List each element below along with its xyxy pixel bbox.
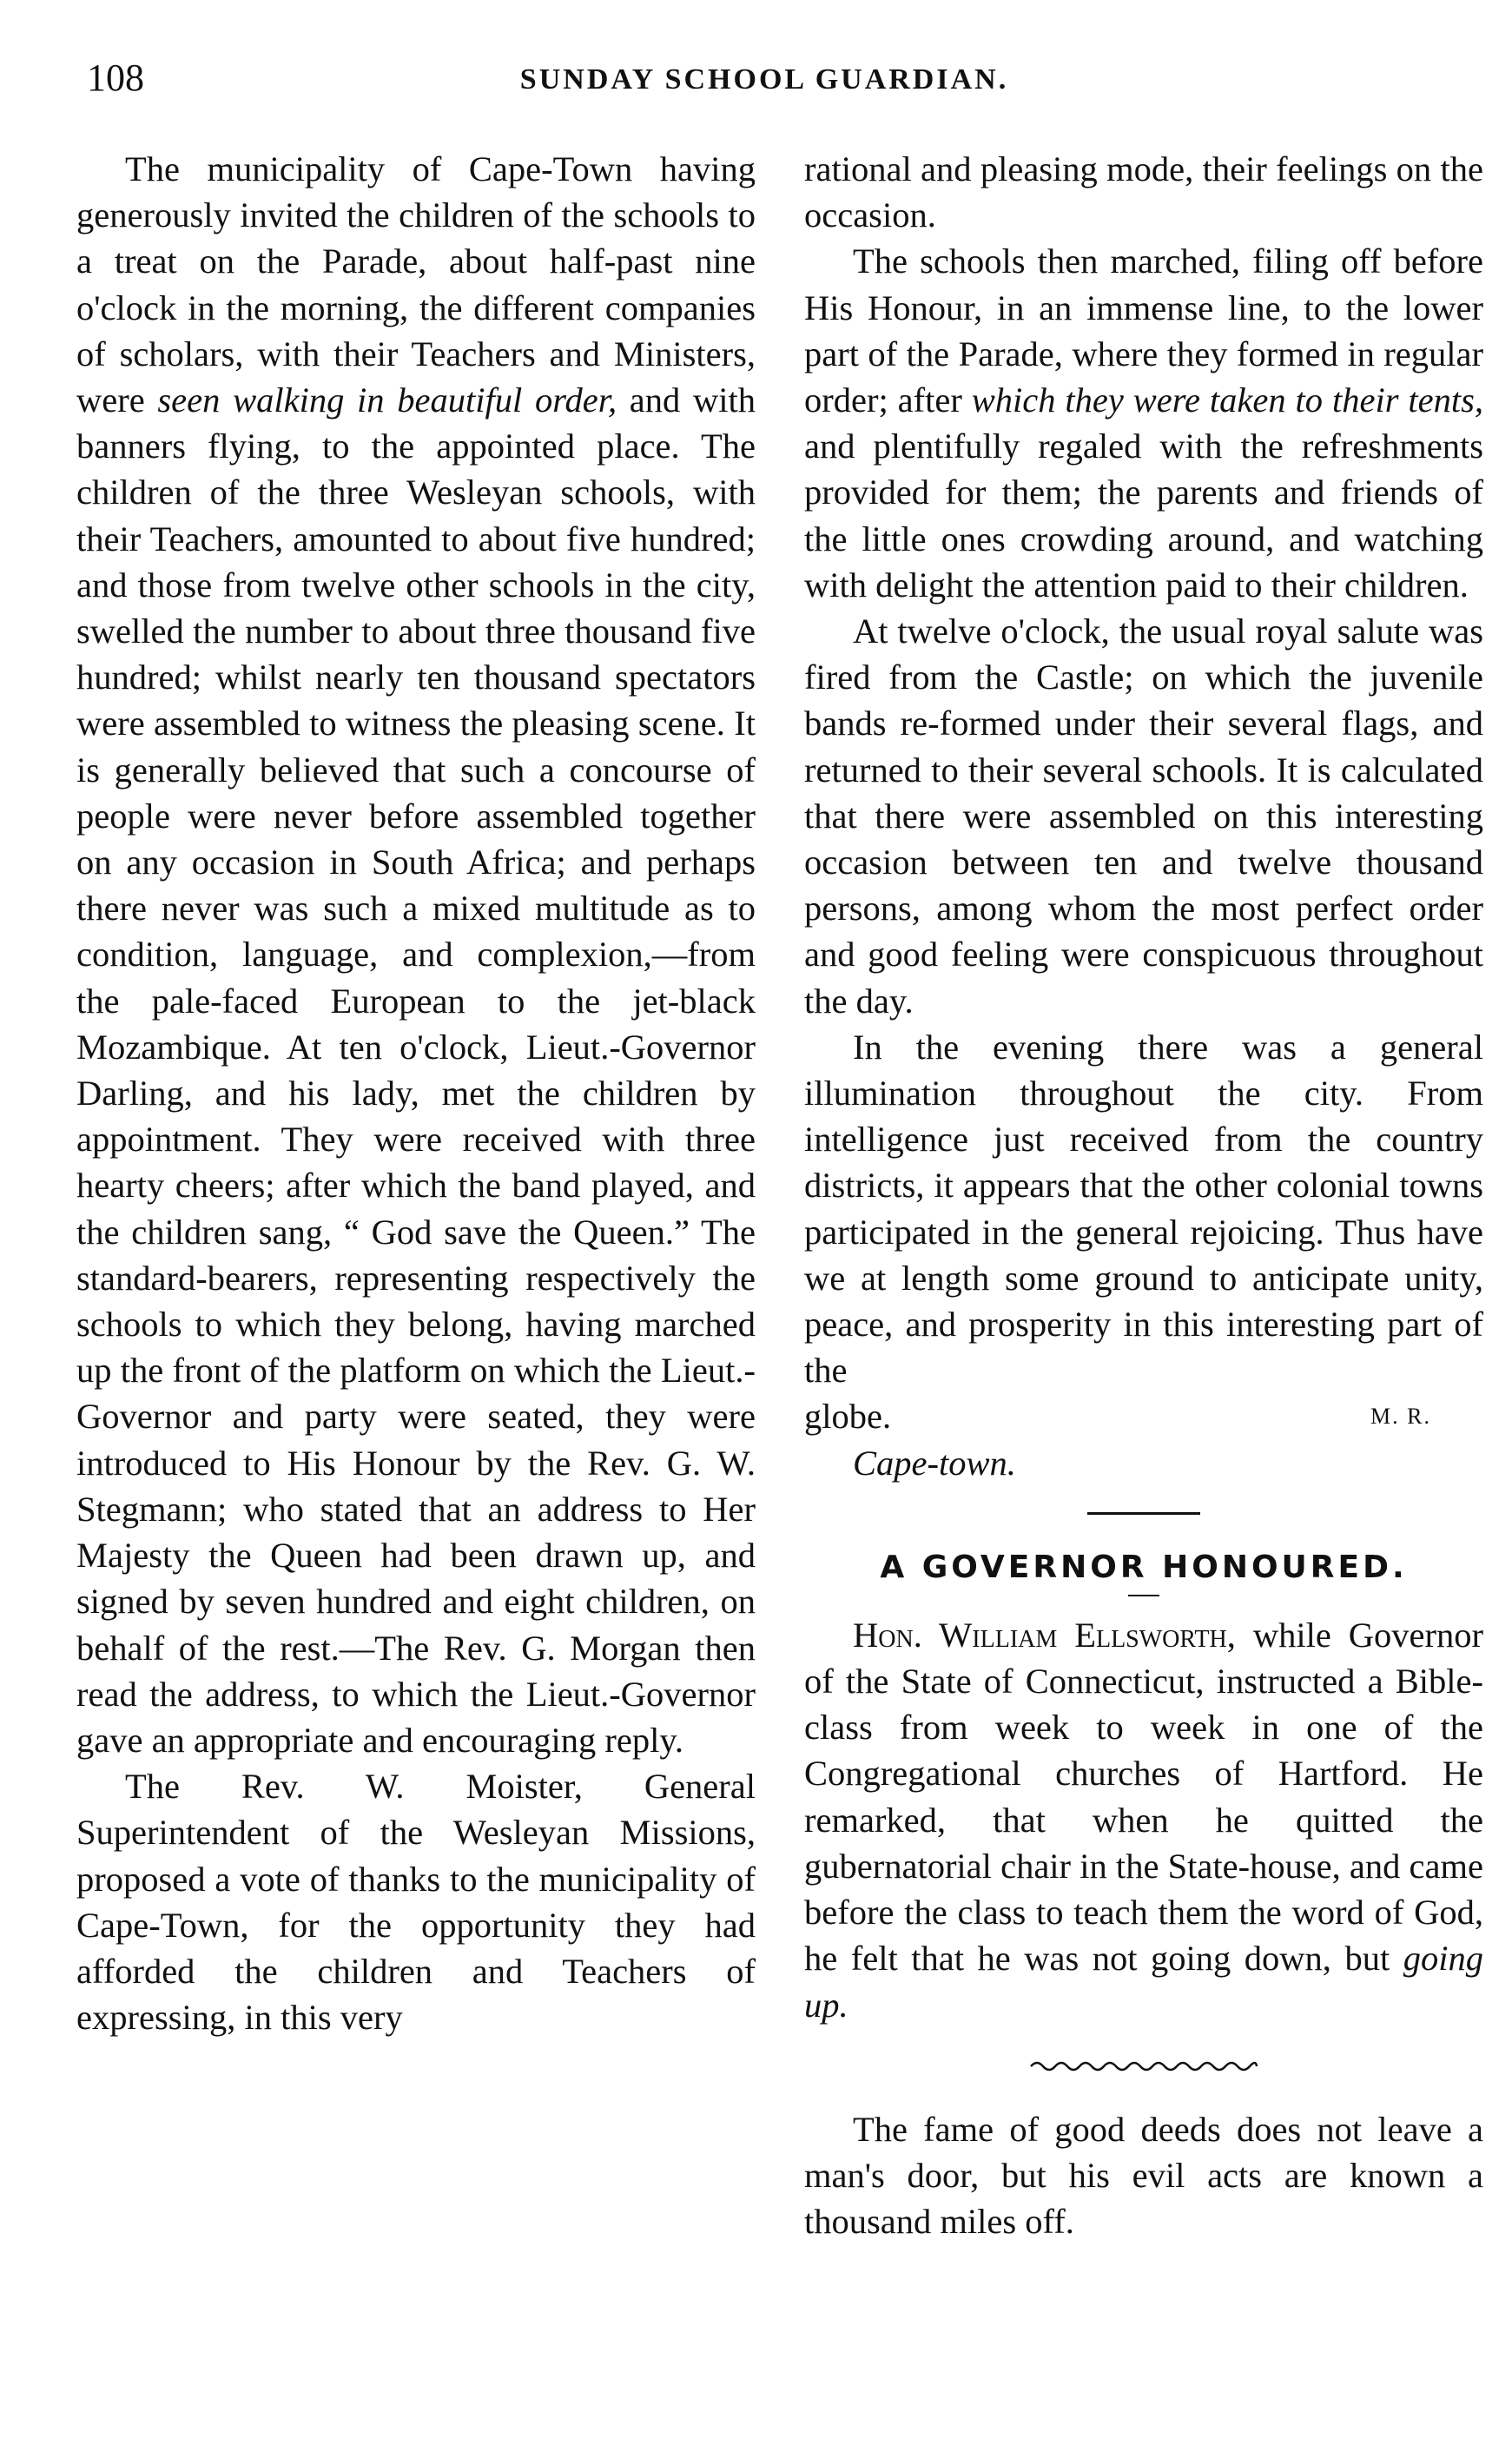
italic-phrase: seen walking in beautiful order, xyxy=(157,380,617,420)
paragraph-text: and plentifully regaled with the refreshments provided for them; the parents and friends of the little ones crowding around, and watching with delight the attention paid to their children. xyxy=(804,426,1483,605)
paragraph-municipality-treat xyxy=(76,146,756,1763)
closing-word: globe. xyxy=(804,1397,892,1437)
left-column xyxy=(76,146,756,2040)
author-signature: M. R. xyxy=(1370,1404,1431,1430)
paragraph-proverb: The fame of good deeds does not leave a man's door, but his evil acts are known a thousand miles off. xyxy=(804,2109,1483,2242)
paragraph-text: The municipality of Cape-Town having generously invited the children of the schools to a treat on the Parade, about half-past nine o'clock in the morning, the different companies of scholars, with their Teachers and Ministers, were xyxy=(76,149,756,420)
paragraph-text: while Governor of the State of Connecticut, instructed a Bible-class from week to week in one of the Congregational churches of Hartford. He remarked, that when he quitted the gubernatorial chair in the State-house, and came before the class to teach them the word of God, he felt that he was not going down, but xyxy=(804,1615,1483,1979)
paragraph-governor-honoured xyxy=(804,1612,1483,2028)
signature-line xyxy=(804,1393,1483,1439)
paragraph-royal-salute: At twelve o'clock, the usual royal salute was fired from the Castle; on which the juvenile bands re-formed under their several flags, and returned to their several schools. It is calculated that there were assembled on this interesting occasion between ten and twelve thousand persons, among whom the most perfect order and good feeling were conspicuous throughout the day. xyxy=(804,611,1483,1021)
section-divider xyxy=(1087,1512,1200,1515)
wavy-divider xyxy=(1027,2058,1261,2075)
italic-phrase: which they were taken to their tents, xyxy=(971,380,1483,420)
paragraph-continuation: rational and pleasing mode, their feelings on the occasion. xyxy=(804,149,1483,235)
paragraph-text: The schools then marched, filing off before His Honour, in an immense line, to the lower part of the Parade, where they formed in regular order; after xyxy=(804,241,1483,420)
title-underline xyxy=(1128,1595,1159,1596)
lead-name: Hon. William Ellsworth, xyxy=(853,1615,1236,1655)
page-number: 108 xyxy=(87,56,144,99)
article-title: A GOVERNOR HONOURED. xyxy=(880,1549,1408,1585)
place-line: Cape-town. xyxy=(853,1443,1016,1483)
paragraph-schools-marched xyxy=(804,238,1483,608)
paragraph-text: and with banners flying, to the appointed place. The children of the three Wesleyan schools, with their Teachers, amounted to about five hundred; and those from twelve other schools in the city, swelled the number to about three thousand five hundred; whilst nearly ten thousand spectators were assembled to witness the pleasing scene. It is generally believed that such a concourse of people were never before assembled together on any occasion in South Africa; and perhaps there never was such a mixed multitude as to condition, language, and complexion,—from the pale-faced European to the jet-black Mozambique. At ten o'clock, Lieut.-Governor Darling, and his lady, met the children by appointment. They were received with three hearty cheers; after which the band played, and the children sang, “ God save the Queen.” The standard-bearers, representing respectively the schools to which they belong, having marched up the front of the platform on which the Lieut.-Governor and party were seated, they were introduced to His Honour by the Rev. G. W. Stegmann; who stated that an address to Her Majesty the Queen had been drawn up, and signed by seven hundred and eight children, on behalf of the rest.—The Rev. G. Morgan then read the address, to which the Lieut.-Governor gave an appropriate and encouraging reply. xyxy=(76,380,756,1760)
paragraph-illumination: In the evening there was a general illumination throughout the city. From intelligence just received from the country districts, it appears that the other colonial towns participated in the general rejoicing. Thus have we at length some ground to anticipate unity, peace, and prosperity in this interesting part of the xyxy=(804,1027,1483,1391)
right-column xyxy=(804,146,1483,2244)
page-header xyxy=(87,52,1442,104)
italic-phrase: going up. xyxy=(804,1939,1483,2025)
paragraph-vote-of-thanks: The Rev. W. Moister, General Superintendent of the Wesleyan Missions, proposed a vote of thanks to the municipality of Cape-Town, for the opportunity they had afforded the children and Teachers of expressing, in this very xyxy=(76,1767,756,2038)
running-head: SUNDAY SCHOOL GUARDIAN. xyxy=(519,63,1009,96)
